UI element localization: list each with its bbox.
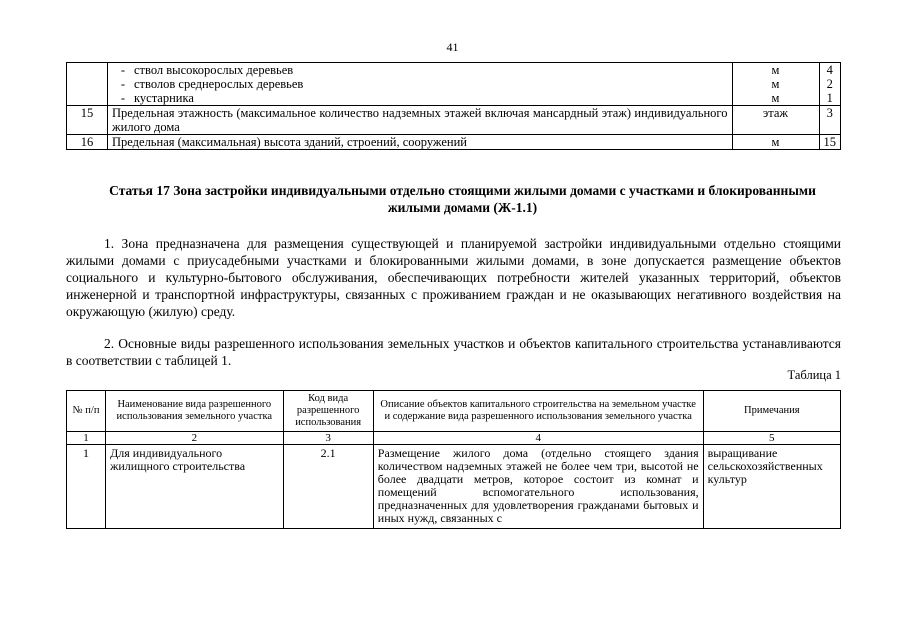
list-item: - ствол высокорослых деревьев — [120, 63, 294, 77]
paragraph-permitted-uses: 2. Основные виды разрешенного использования земельных участков и объектов капитального строительства устанавливаются в соответствии с таблицей 1. — [66, 336, 841, 368]
row-description: Предельная этажность (максимальное количество надземных этажей включая мансардный этаж) индивидуального жилого дома — [108, 106, 733, 135]
row-number: 16 — [67, 135, 108, 150]
permitted-use-table — [66, 390, 841, 529]
row-unit: м — [732, 135, 819, 150]
column-number: 4 — [373, 432, 703, 445]
page-number: 41 — [446, 40, 459, 54]
table-row — [67, 445, 841, 529]
column-number: 2 — [106, 432, 283, 445]
row-value: 3 — [819, 106, 841, 135]
list-item: - кустарника — [120, 91, 194, 105]
row-unit: этаж — [732, 106, 819, 135]
column-number: 5 — [703, 432, 840, 445]
column-number: 1 — [67, 432, 106, 445]
header-number: № п/п — [67, 391, 106, 432]
table-header-row — [67, 391, 841, 432]
header-use-code: Код вида разрешенного использования — [283, 391, 373, 432]
row-use-code: 2.1 — [283, 445, 373, 529]
table-row — [67, 63, 841, 106]
table-caption: Таблица 1 — [787, 368, 841, 382]
header-description: Описание объектов капитального строительства на земельном участке и содержание вида разрешенного использования земельного участка — [373, 391, 703, 432]
row-value: 4 2 1 — [819, 63, 841, 106]
row-use-name: Для индивидуального жилищного строительства — [106, 445, 283, 529]
row-value: 15 — [819, 135, 841, 150]
column-number: 3 — [283, 432, 373, 445]
row-description: Размещение жилого дома (отдельно стоящего здания количеством надземных этажей не более чем три, высотой не более двадцати метров, которое состоит из комнат и помещений вспомогательного использования, предназначенных для удовлетворения гражданами бытовых и иных нужд, связанных с — [373, 445, 703, 529]
column-number-row — [67, 432, 841, 445]
list-item: - стволов среднерослых деревьев — [120, 77, 304, 91]
limits-table — [66, 62, 841, 150]
paragraph-zone-purpose: 1. Зона предназначена для размещения существующей и планируемой застройки индивидуальными отдельно стоящими жилыми домами с приусадебными участками и блокированными жилыми домами, в зоне допускается размещение объектов социального и культурно-бытового обслуживания, обеспечивающих потребности жителей указанных территорий, объектов инженерной и транспортной инфраструктуры, связанных с проживанием граждан и не оказывающих негативного воздействия на окружающую (жилую) среду. — [66, 236, 841, 319]
header-use-name: Наименование вида разрешенного использования земельного участка — [106, 391, 283, 432]
row-unit: м м м — [732, 63, 819, 106]
header-notes: Примечания — [703, 391, 840, 432]
table-row — [67, 106, 841, 135]
article-heading: Статья 17 Зона застройки индивидуальными отдельно стоящими жилыми домами с участками и блокированными жилыми домами (Ж-1.1) — [109, 183, 816, 215]
row-note: выращивание сельскохозяйственных культур — [703, 445, 840, 529]
row-description: Предельная (максимальная) высота зданий, строений, сооружений — [108, 135, 733, 150]
row-number: 1 — [67, 445, 106, 529]
table-row — [67, 135, 841, 150]
row-number — [67, 63, 108, 106]
row-description — [108, 63, 733, 106]
row-number: 15 — [67, 106, 108, 135]
